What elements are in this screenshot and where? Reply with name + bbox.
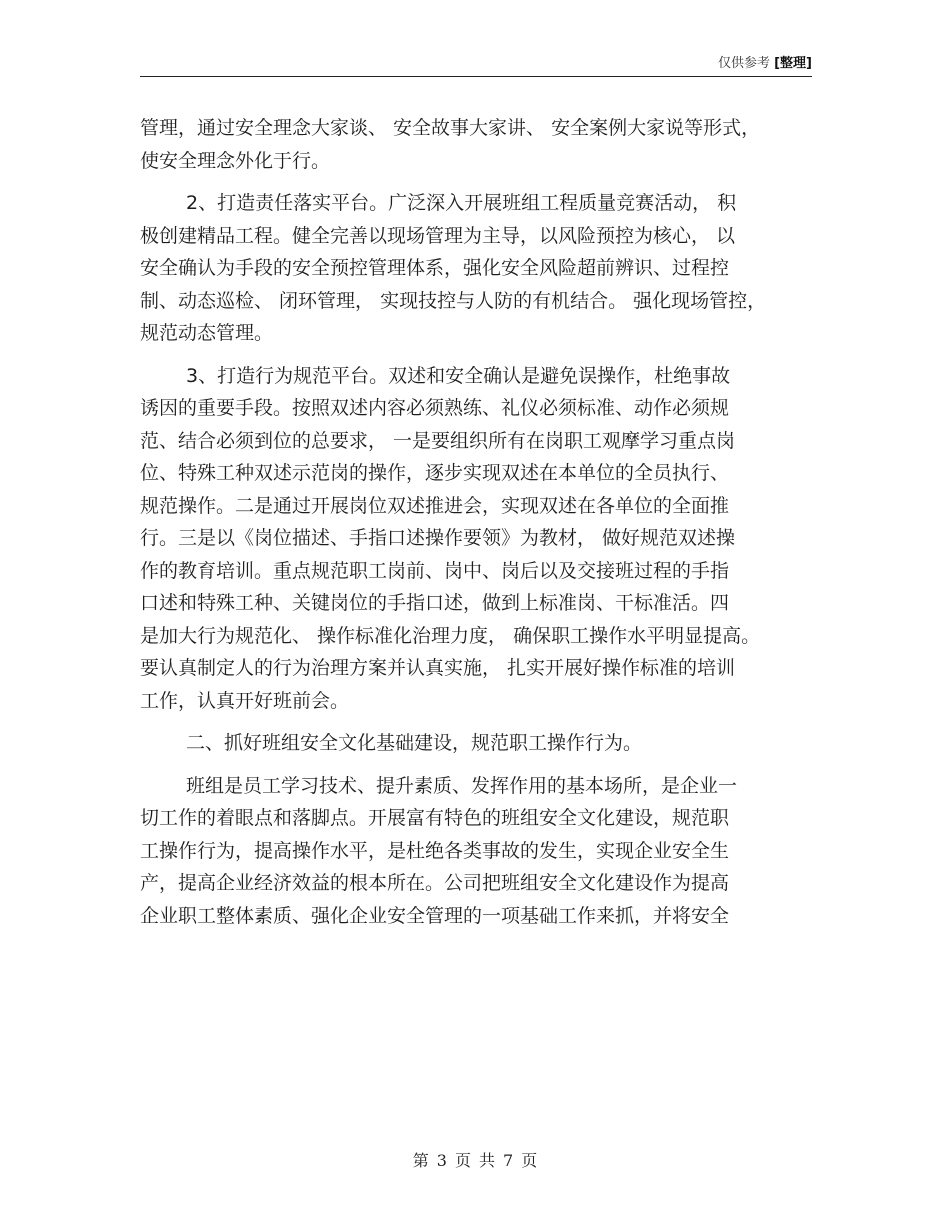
paragraph-gap	[140, 760, 812, 770]
text-line: 口述和特殊工种、关键岗位的手指口述，做到上标准岗、干标准活。四	[140, 592, 730, 614]
text-line: 工操作行为，提高操作水平，是杜绝各类事故的发生，实现企业安全生	[140, 839, 730, 862]
text-line: 行。三是以《岗位描述、手指口述操作要领》为教材， 做好规范双述操	[140, 527, 736, 549]
text-line: 范、结合必须到位的总要求， 一是要组织所有在岗职工观摩学习重点岗	[140, 429, 736, 452]
text-line: 产，提高企业经济效益的根本所在。公司把班组安全文化建设作为提高	[140, 872, 730, 894]
footer-label-ye: 页	[454, 1151, 471, 1170]
text-line: 2、打造责任落实平台。广泛深入开展班组工程质量竞赛活动， 积	[186, 192, 737, 214]
text-line: 企业职工整体素质、强化企业安全管理的一项基础工作来抓，并将安全	[140, 904, 730, 927]
text-line: 作的教育培训。重点规范职工岗前、岗中、岗后以及交接班过程的手指	[140, 559, 730, 582]
paragraph-gap	[140, 717, 812, 727]
paragraph-gap	[140, 350, 812, 360]
footer-current-page: 3	[436, 1151, 447, 1170]
text-line: 规范操作。二是通过开展岗位双述推进会，实现双述在各单位的全面推	[140, 494, 730, 517]
text-line: 是加大行为规范化、 操作标准化治理力度， 确保职工操作水平明显提高。	[140, 624, 761, 647]
text-line: 切工作的着眼点和落脚点。开展富有特色的班组安全文化建设，规范职	[140, 807, 730, 829]
text-line: 班组是员工学习技术、提升素质、发挥作用的基本场所，是企业一	[186, 774, 738, 797]
text-line: 诱因的重要手段。按照双述内容必须熟练、礼仪必须标准、动作必须规	[140, 397, 730, 419]
page-header	[140, 56, 812, 72]
text-line: 管理，通过安全理念大家谈、 安全故事大家讲、 安全案例大家说等形式，	[140, 117, 761, 139]
text-line: 要认真制定人的行为治理方案并认真实施， 扎实开展好操作标准的培训	[140, 657, 736, 679]
footer-label-di: 第	[412, 1151, 429, 1170]
footer-label-ye-2: 页	[521, 1151, 538, 1170]
paragraph-gap	[140, 177, 812, 187]
text-line: 二、抓好班组安全文化基础建设，规范职工操作行为。	[186, 732, 643, 754]
text-line: 极创建精品工程。健全完善以现场管理为主导，以风险预控为核心， 以	[140, 224, 736, 247]
header-prefix: 仅供参考	[717, 56, 770, 71]
footer-label-gong: 共	[479, 1151, 496, 1170]
footer-total-pages: 7	[503, 1151, 514, 1170]
body-text	[140, 112, 812, 932]
text-line: 规范动态管理。	[140, 322, 274, 344]
text-line: 使安全理念外化于行。	[140, 149, 331, 172]
text-line: 安全确认为手段的安全预控管理体系，强化安全风险超前辨识、过程控	[140, 257, 730, 279]
text-line: 位、特殊工种双述示范岗的操作，逐步实现双述在本单位的全员执行、	[140, 462, 730, 484]
header-rule	[140, 76, 812, 77]
text-line: 制、动态巡检、 闭环管理， 实现技控与人防的有机结合。 强化现场管控，	[140, 289, 767, 312]
page-footer	[0, 1148, 950, 1171]
text-line: 3、打造行为规范平台。双述和安全确认是避免误操作，杜绝事故	[186, 364, 731, 387]
text-line: 工作，认真开好班前会。	[140, 689, 350, 712]
header-bracket: [整理]	[774, 56, 812, 71]
